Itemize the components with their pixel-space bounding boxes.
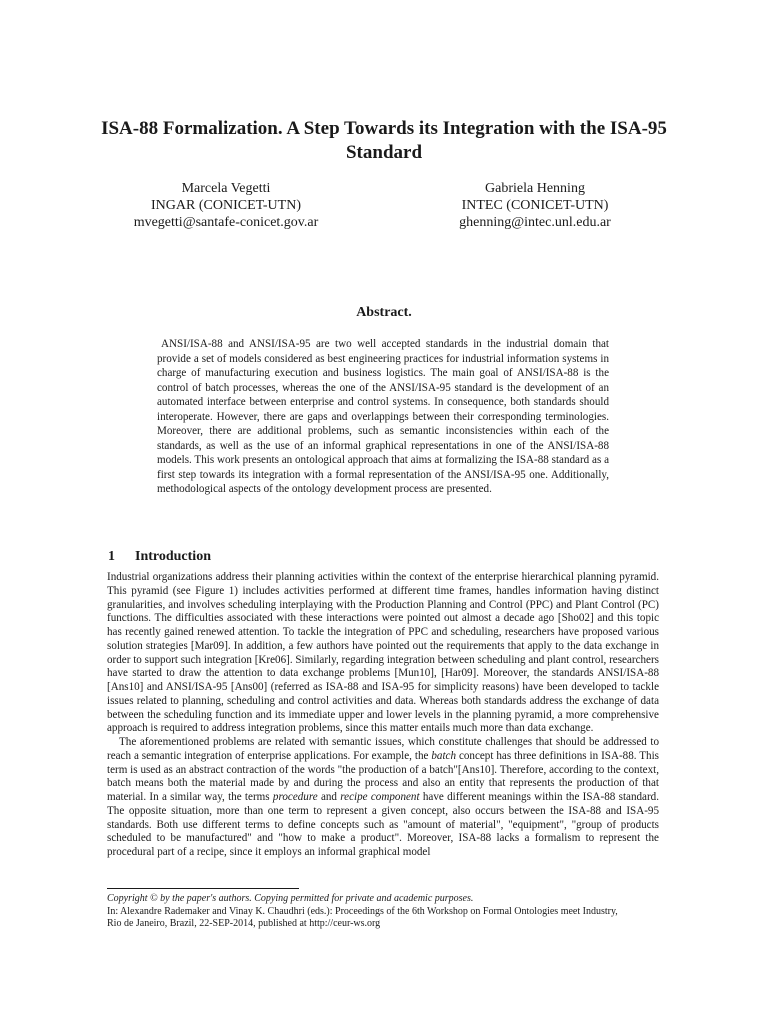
proceedings-line: Rio de Janeiro, Brazil, 22-SEP-2014, published at http://ceur-ws.org: [107, 918, 381, 929]
copyright-notice: Copyright © by the paper's authors. Copying permitted for private and academic purposes.: [107, 893, 474, 904]
text-run: concept has three definitions in ISA-88. This term is used as an abstract contraction of the words "the production of a batch"[Ans10]. Therefore, according to the context, batch means both the material made by and during the process and also an entity that represents the production of that material. In a similar way, the terms: [107, 749, 659, 803]
body-paragraph: Industrial organizations address their planning activities within the context of the enterprise hierarchical planning pyramid. This pyramid (see Figure 1) includes activities performed at different time frames, handles information having distinct granularities, and involves scheduling interplaying with the Production Planning and Control (PPC) and Plant Control (PC) functions. The difficulties associated with these interactions were pointed out almost a decade ago [Sho02] and this topic has recently gained renewed attention. To tackle the integration of PPC and scheduling, researchers have proposed various solution strategies [Mar09]. In addition, a few authors have pointed out the requirements that apply to the data exchange in order to support such integration [Kre06]. Similarly, regarding integration between scheduling and plant control, researchers have started to draw the attention to data exchange problems [Mun10], [Har09]. Moreover, the standards ANSI/ISA-88 [Ans10] and ANSI/ISA-95 [Ans00] (referred as ISA-88 and ISA-95 for simplicity reasons) have been developed to tackle issues related to planning, scheduling and control activities and data. Whereas both standards address the exchange of data between the scheduling function and its immediate upper and lower levels in the planning pyramid, a more comprehensive approach is required to address integration problems, since this matter entails much more than data exchange.: [107, 571, 659, 735]
text-run: The aforementioned problems are related with semantic issues, which constitute challenges that should be addressed to reach a semantic integration of enterprise applications. For example, the: [107, 736, 659, 762]
abstract-heading: Abstract.: [356, 305, 412, 320]
body-text: [107, 571, 659, 860]
footnote: [107, 893, 659, 931]
author-block-1: [96, 180, 356, 231]
section-title: Introduction: [135, 549, 211, 564]
author-name: Gabriela Henning: [485, 181, 585, 196]
section-number: 1: [108, 549, 115, 564]
author-email: ghenning@intec.unl.edu.ar: [459, 215, 611, 230]
body-paragraph: [107, 736, 659, 860]
abstract-text: ANSI/ISA-88 and ANSI/ISA-95 are two well accepted standards in the industrial domain that provide a set of models considered as best engineering practices for industrial information systems in charge of manufacturing execution and business logistics. The main goal of ANSI/ISA-88 is the control of batch processes, whereas the one of the ANSI/ISA-95 standard is the development of an automated interface between enterprise and control systems. In consequence, both standards should interoperate. However, there are gaps and overlappings between their corresponding terminologies. Moreover, there are additional problems, such as semantic inconsistencies within each of the standards, as well as the use of an informal graphical representations in one of the ANSI/ISA-88 models. This work presents an ontological approach that aims at formalizing the ISA-88 standard as a first step towards its integration with a formal representation of the ANSI/ISA-95 one. Additionally, methodological aspects of the ontology development process are presented.: [157, 338, 609, 495]
proceedings-line: In: Alexandre Rademaker and Vinay K. Chaudhri (eds.): Proceedings of the 6th Workshop on Formal Ontologies meet Industry,: [107, 905, 618, 917]
term-emphasis: recipe component: [340, 791, 420, 803]
text-run: and: [317, 791, 341, 803]
author-block-2: [405, 180, 665, 231]
term-emphasis: batch: [431, 749, 457, 762]
author-name: Marcela Vegetti: [181, 181, 271, 196]
text-run: have different meanings within the ISA-88 standard. The opposite situation, more than one term to represent a given concept, also occurs between the ISA-88 and ISA-95 standards. Both use different terms to define concepts such as "amount of material", "equipment", "group of products scheduled to be manufactured" and "how to make a product". Moreover, ISA-88 lacks a formalism to represent the procedural part of a recipe, since it employs an informal graphical model: [107, 791, 659, 858]
footnote-rule: [107, 888, 299, 889]
paper-title: ISA-88 Formalization. A Step Towards its Integration with the ISA-95 Standard: [101, 118, 667, 163]
author-affiliation: INTEC (CONICET-UTN): [461, 198, 609, 213]
term-emphasis: procedure: [272, 791, 318, 803]
author-affiliation: INGAR (CONICET-UTN): [151, 198, 301, 213]
author-email: mvegetti@santafe-conicet.gov.ar: [133, 215, 319, 230]
section-heading: [108, 549, 211, 565]
